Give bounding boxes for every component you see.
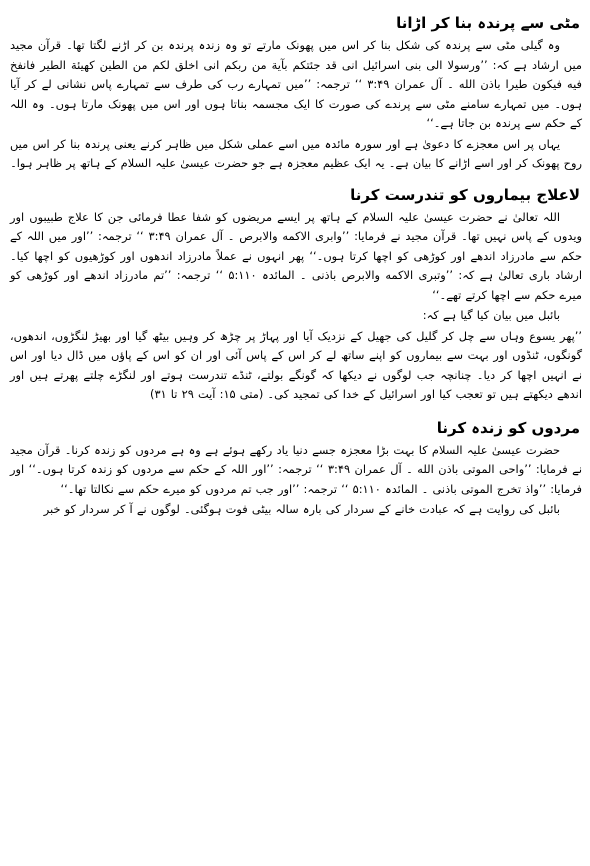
- section-heading: مٹی سے پرندہ بنا کر اڑانا: [396, 14, 580, 32]
- paragraph: وہ گیلی مٹی سے پرندہ کی شکل بنا کر اس میں پھونک مارتے تو وہ زندہ پرندہ بن کر اڑنے لگتا تھا۔ قرآن مجید میں ارشاد ہے کہ: ’’ورسولا الی بنی اسرائیل انی قد جئتکم بآیة من ربکم انی اخلق لکم من الطین کھیئة الطیر فانفخ فیه فیکون طیرا باذن الله ۔ آل عمران ۳:۴۹ ‘‘ ترجمہ: ’’میں تمہارے رب کی طرف سے تمہارے پاس نشانی لے کر آیا ہوں۔ میں تمہارے سامنے مٹی سے پرندے کی صورت کا ایک مجسمہ بناتا ہوں اور اس میں پھونک مارتا ہوں۔ وہ اللہ کے حکم سے پرندہ بن جاتا ہے۔‘‘: [10, 38, 582, 130]
- section-bird-from-clay: [10, 10, 582, 174]
- document-page: [10, 6, 582, 862]
- section-healing-the-sick: [10, 182, 582, 405]
- section-heading: مردوں کو زندہ کرنا: [436, 418, 580, 437]
- paragraph: اللہ تعالیٰ نے حضرت عیسیٰ علیہ السلام کے ہاتھ پر ایسے مریضوں کو شفا عطا فرمائی جن کا علاج طبیبوں اور ویدوں کے پاس نہیں تھا۔ قرآن مجید نے فرمایا: ’’وابری الاکمه والابرص ۔ آل عمران ۳:۴۹ ‘‘ ترجمہ: ’’اور میں اللہ کے حکم سے مادرزاد اندھے اور کوڑھی کو اچھا کرتا ہوں۔‘‘ پھر انہوں نے عملاً مادرزاد اندھوں اور کوڑھیوں کو اچھا کیا۔ ارشاد باری تعالیٰ ہے کہ: ’’وتبری الاکمه والابرص باذنی ۔ المائدہ ۵:۱۱۰ ‘‘ ترجمہ: ’’تم مادرزاد اندھے اور کوڑھی کو میرے حکم سے اچھا کرتے تھے۔‘‘: [10, 209, 583, 302]
- section-raising-the-dead: [10, 415, 582, 520]
- paragraph: بائبل کی روایت ہے کہ عبادت خانے کے سردار کی بارہ سالہ بیٹی فوت ہوگئی۔ لوگوں نے آ کر سردار کو خبر: [43, 502, 560, 516]
- bible-quote: ’’پھر یسوع وہاں سے چل کر گلیل کی جھیل کے نزدیک آیا اور پہاڑ پر چڑھ کر وہیں بیٹھ گیا اور بھیڑ لنگڑوں، اندھوں، گونگوں، ٹنڈوں اور بہت سے بیماروں کو اپنے ساتھ لے کر اس کے پاس آئی اور ان کو اس کے پاؤں میں ڈال دیا اور اس نے انہیں اچھا کر دیا۔ چنانچہ جب لوگوں نے دیکھا کہ گونگے بولتے، ٹنڈے تندرست ہوتے اور لنگڑے چلتے پھرتے ہیں اور اندھے دیکھتے ہیں تو تعجب کیا اور اسرائیل کے خدا کی تمجید کی۔ (متی ۱۵: آیت ۲۹ تا ۳۱): [10, 328, 582, 401]
- paragraph: بائبل میں بیان کیا گیا ہے کہ:: [422, 308, 560, 322]
- paragraph: حضرت عیسیٰ علیہ السلام کا بہت بڑا معجزہ جسے دنیا یاد رکھے ہوئے ہے وہ ہے مردوں کو زندہ کرنا۔ قرآن مجید نے فرمایا: ’’واحی الموتی باذن الله ۔ آل عمران ۳:۴۹ ‘‘ ترجمہ: ’’اور اللہ کے حکم سے مردوں کو زندہ کرتا ہوں۔‘‘ اور فرمایا: ’’واذ تخرج الموتی باذنی ۔ المائدہ ۵:۱۱۰ ‘‘ ترجمہ: ’’اور جب تم مردوں کو میرے حکم سے نکالتا تھا۔‘‘: [10, 442, 582, 496]
- paragraph: یہاں پر اس معجزے کا دعویٰ ہے اور سورہ مائدہ میں اسے عملی شکل میں ظاہر کرنے یعنی پرندہ بنا کر اس میں روح پھونک کر اور اسے اڑانے کا بیان ہے۔ یہ ایک عظیم معجزہ ہے جو حضرت عیسیٰ علیہ السلام کے ہاتھ پر ظاہر ہوا۔: [10, 136, 582, 170]
- section-heading: لاعلاج بیماروں کو تندرست کرنا: [350, 185, 580, 204]
